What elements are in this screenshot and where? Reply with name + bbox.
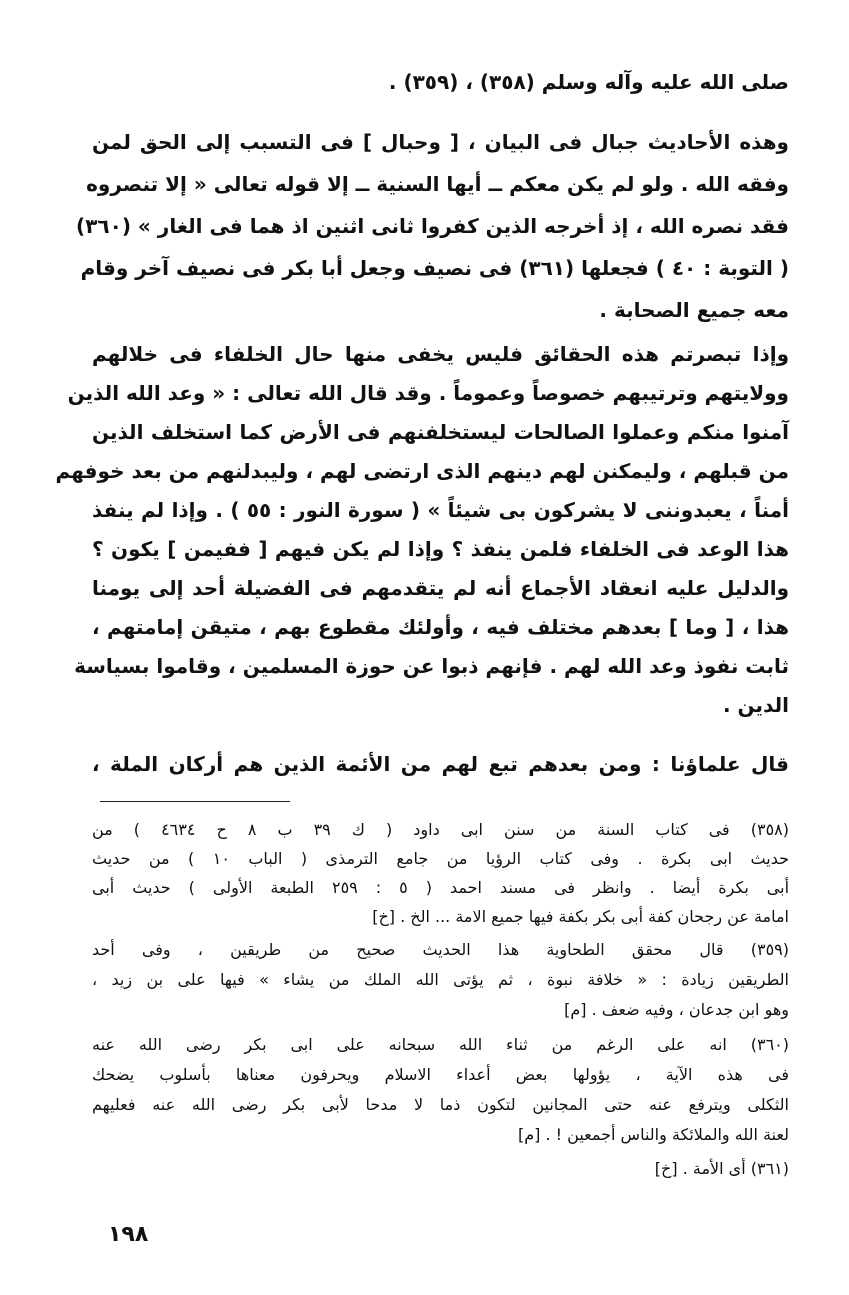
body-line: معه جميع الصحابة . bbox=[599, 298, 789, 322]
body-line: وهذه الأحاديث جبال فى البيان ، [ وحبال ] فى التسبب إلى الحق لمن bbox=[92, 130, 789, 154]
footnote-line: حديث ابى بكرة . وفى كتاب الرؤيا من جامع الترمذى ( الباب ١٠ ) من حديث bbox=[92, 849, 790, 868]
footnote-line: الثكلى ويترفع عنه حتى المجانين لتكون ذما لا مدحا لأبى بكر رضى الله عنه فعليهم bbox=[92, 1095, 789, 1114]
body-line: وإذا تبصرتم هذه الحقائق فليس يخفى منها حال الخلفاء فى خلالهم bbox=[92, 342, 789, 366]
body-line: آمنوا منكم وعملوا الصالحات ليستخلفنهم فى الأرض كما استخلف الذين bbox=[92, 420, 789, 444]
footnote-line: (٣٦١) أى الأمة . [خ] bbox=[654, 1159, 789, 1178]
body-line: ثابت نفوذ وعد الله لهم . فإنهم ذبوا عن حوزة المسلمين ، وقاموا بسياسة bbox=[74, 654, 789, 678]
footnote-line: (٣٥٨) فى كتاب السنة من سنن ابى داود ( ك ٣٩ ب ٨ ح ٤٦٣٤ ) من bbox=[92, 820, 790, 839]
footnote-divider bbox=[100, 801, 290, 802]
footnote-line: وهو ابن جدعان ، وفيه ضعف . [م] bbox=[564, 1000, 789, 1019]
body-line: وولايتهم وترتيبهم خصوصاً وعموماً . وقد قال الله تعالى : « وعد الله الذين bbox=[67, 381, 789, 405]
footnote-line: (٣٥٩) قال محقق الطحاوية هذا الحديث صحيح من طريقين ، وفى أحد bbox=[92, 940, 789, 959]
page-number: ١٩٨ bbox=[108, 1222, 149, 1247]
body-line: فقد نصره الله ، إذ أخرجه الذين كفروا ثانى اثنين اذ هما فى الغار » (٣٦٠) bbox=[76, 214, 789, 238]
body-line: أمناً ، يعبدوننى لا يشركون بى شيئاً » ( سورة النور : ٥٥ ) . وإذا لم ينفذ bbox=[92, 498, 789, 522]
body-line: من قبلهم ، وليمكنن لهم دينهم الذى ارتضى لهم ، وليبدلنهم من بعد خوفهم bbox=[55, 459, 789, 483]
footnote-line: الطريقين زيادة : « خلافة نبوة ، ثم يؤتى الله الملك من يشاء » فيها على بن زيد ، bbox=[92, 970, 789, 989]
footnote-line: امامة عن رجحان كفة أبى بكر بكفة فيها جميع الامة ... الخ . [خ] bbox=[372, 907, 789, 926]
body-line: ( التوبة : ٤٠ ) فجعلها (٣٦١) فى نصيف وجعل أبا بكر فى نصيف آخر وقام bbox=[80, 256, 789, 280]
body-line: صلى الله عليه وآله وسلم (٣٥٨) ، (٣٥٩) . bbox=[388, 70, 789, 94]
footnote-line: (٣٦٠) انه على الرغم من ثناء الله سبحانه على ابى بكر رضى الله عنه bbox=[92, 1035, 789, 1054]
body-line: قال علماؤنا : ومن بعدهم تبع لهم من الأئمة الذين هم أركان الملة ، bbox=[92, 752, 789, 776]
body-line: والدليل عليه انعقاد الأجماع أنه لم يتقدمهم فى الفضيلة أحد إلى يومنا bbox=[92, 576, 789, 600]
body-line: الدين . bbox=[723, 693, 789, 717]
body-line: وفقه الله . ولو لم يكن معكم ــ أيها السنية ــ إلا قوله تعالى « إلا تنصروه bbox=[86, 172, 789, 196]
footnote-line: فى هذه الآية ، يؤولها بعض أعداء الاسلام ويحرفون معناها بأسلوب يضحك bbox=[92, 1065, 789, 1084]
footnote-line: لعنة الله والملائكة والناس أجمعين ! . [م] bbox=[518, 1125, 789, 1144]
body-line: هذا ، [ وما ] بعدهم مختلف فيه ، وأولئك مقطوع بهم ، متيقن إمامتهم ، bbox=[92, 615, 789, 639]
footnote-line: أبى بكرة أيضا . وانظر فى مسند احمد ( ٥ : ٢٥٩ الطبعة الأولى ) حديث أبى bbox=[92, 878, 790, 897]
body-line: هذا الوعد فى الخلفاء فلمن ينفذ ؟ وإذا لم يكن فيهم [ ففيمن ] يكون ؟ bbox=[92, 537, 789, 561]
